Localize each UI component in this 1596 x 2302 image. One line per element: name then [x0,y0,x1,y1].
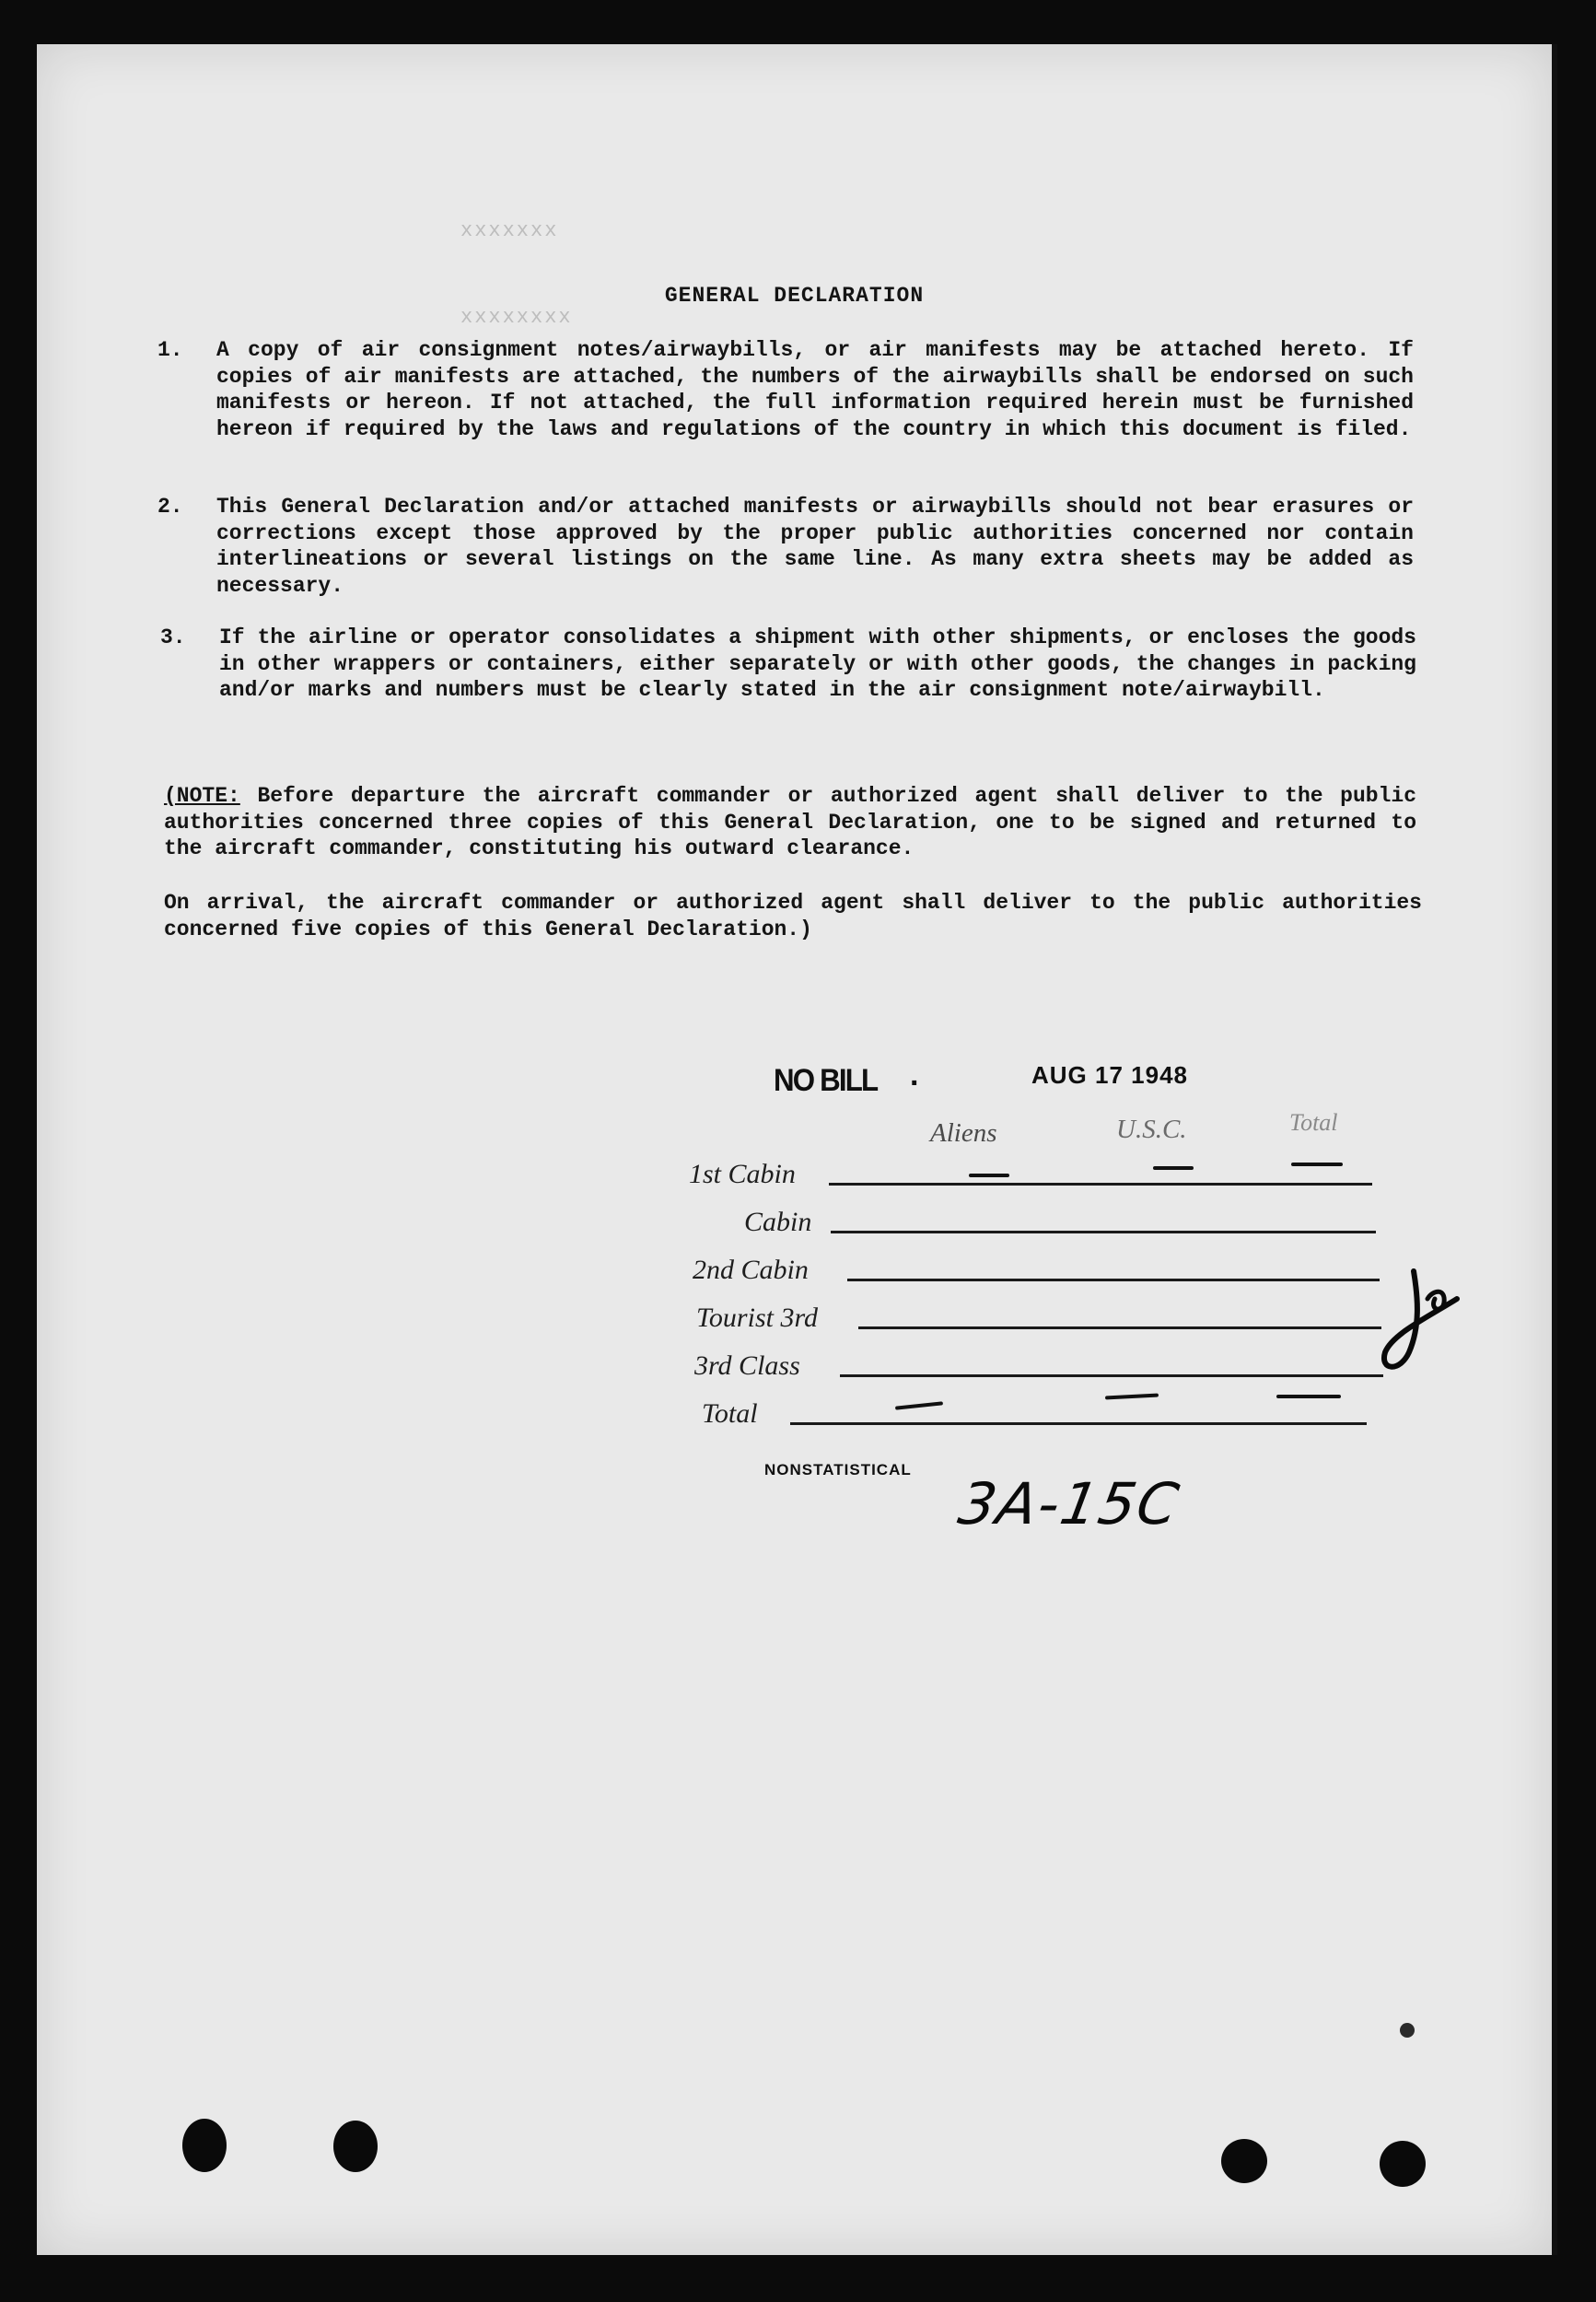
date-stamp: AUG 17 1948 [1031,1061,1188,1089]
item-text: A copy of air consignment notes/airwaybills, or air manifests may be attached hereto. If copies of air manifests are attached, the numbers of the airwaybills shall be endorsed on such manifests or hereon. If not attached, the full information required herein must be furnished hereon if required by the laws and regulations of the country in which this document is filed. [216,338,1414,441]
stamp-dot: . [910,1058,919,1093]
row-label-cabin: Cabin [744,1207,812,1237]
punch-hole [333,2121,378,2172]
ink-spot [1400,2023,1415,2038]
note-paragraph [164,783,1416,862]
tally-dash [895,1401,943,1409]
list-item [157,494,1414,599]
row-line [790,1422,1367,1425]
bleed-through: xxxxxxxx [460,306,573,329]
row-label-2nd-cabin: 2nd Cabin [693,1255,809,1285]
tally-dash [969,1174,1009,1177]
item-text: This General Declaration and/or attached manifests or airwaybills should not bear erasures or corrections except those approved by the proper public authorities concerned nor contain interlineations or several listings on the same line. As many extra sheets may be added as necessary. [216,495,1414,598]
item-number: 1. [157,338,183,362]
tally-dash [1291,1163,1343,1166]
row-line [847,1279,1380,1281]
row-label-tourist-3rd: Tourist 3rd [696,1303,819,1333]
tally-dash [1276,1395,1341,1398]
punch-hole [1221,2139,1267,2183]
bleed-through: xxxxxxx [460,219,559,242]
list-item [160,625,1416,704]
row-label-total: Total [702,1398,758,1429]
handwritten-initials [1372,1262,1501,1391]
document-page [37,44,1557,2255]
column-header-aliens: Aliens [930,1118,997,1148]
arrival-paragraph: On arrival, the aircraft commander or authorized agent shall deliver to the public authorities concerned five copies of this General Declaration.) [164,891,1422,941]
no-bill-stamp: NO BILL [774,1063,878,1098]
list-item [157,337,1414,442]
item-number: 3. [160,625,186,649]
tally-dash [1105,1393,1159,1399]
column-header-total: Total [1289,1109,1338,1136]
document-title: GENERAL DECLARATION [664,284,925,308]
row-line [858,1326,1381,1329]
row-label-3rd-class: 3rd Class [694,1350,800,1381]
row-line [840,1374,1383,1377]
item-number: 2. [157,495,183,519]
punch-hole [182,2119,227,2172]
nonstatistical-stamp: NONSTATISTICAL [764,1461,912,1478]
column-header-usc: U.S.C. [1116,1115,1187,1144]
punch-hole [1380,2141,1426,2187]
row-line [829,1183,1372,1186]
tally-dash [1153,1166,1194,1170]
note-label: (NOTE: [164,784,240,808]
row-label-1st-cabin: 1st Cabin [689,1159,796,1189]
row-line [831,1231,1376,1233]
item-text: If the airline or operator consolidates a shipment with other shipments, or encloses the goods in other wrappers or containers, either separately or with other goods, the changes in packing and/or marks and numbers must be clearly stated in the air consignment note/airwaybill. [219,625,1416,702]
handwritten-code: 3A-15C [953,1470,1185,1537]
note-text: Before departure the aircraft commander or authorized agent shall deliver to the public authorities concerned three copies of this General Declaration, one to be signed and returned to the aircraft commander, constituting his outward clearance. [164,784,1416,860]
